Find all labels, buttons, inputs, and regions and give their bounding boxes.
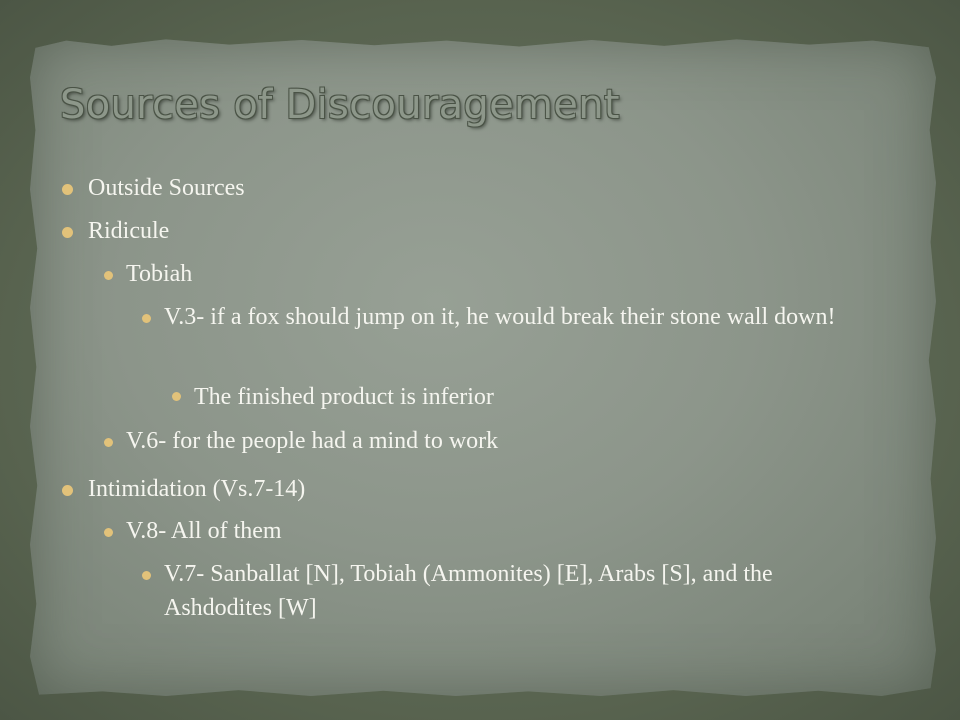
bullet-text: The finished product is inferior bbox=[194, 384, 494, 410]
bullet-dot-icon bbox=[104, 438, 113, 447]
bullet-item bbox=[164, 557, 864, 625]
bullet-text: Tobiah bbox=[126, 261, 193, 287]
slide-title: Sources of Discouragement bbox=[60, 82, 620, 128]
bullet-item bbox=[88, 472, 305, 506]
bullet-item bbox=[194, 380, 494, 414]
bullet-text: Intimidation (Vs.7-14) bbox=[88, 476, 306, 502]
bullet-dot-icon bbox=[172, 392, 181, 401]
bullet-dot-icon bbox=[142, 314, 151, 323]
bullet-dot-icon bbox=[142, 571, 151, 580]
bullet-item bbox=[126, 514, 282, 548]
bullet-item bbox=[126, 257, 192, 291]
bullet-item bbox=[88, 171, 245, 205]
bullet-dot-icon bbox=[104, 271, 113, 280]
bullet-dot-icon bbox=[62, 485, 73, 496]
bullet-item bbox=[164, 300, 854, 334]
bullet-item bbox=[126, 424, 498, 458]
bullet-text: V.6- for the people had a mind to work bbox=[126, 428, 499, 454]
bullet-text: V.3- if a fox should jump on it, he would break their stone wall down! bbox=[164, 304, 836, 330]
bullet-text: Ridicule bbox=[88, 218, 170, 244]
bullet-item bbox=[88, 214, 169, 248]
bullet-dot-icon bbox=[62, 227, 73, 238]
bullet-text: V.7- Sanballat [N], Tobiah (Ammonites) [E], Arabs [S], and the Ashdodites [W] bbox=[164, 561, 773, 621]
bullet-dot-icon bbox=[104, 528, 113, 537]
bullet-text: V.8- All of them bbox=[126, 518, 282, 544]
bullet-text: Outside Sources bbox=[88, 175, 245, 201]
bullet-dot-icon bbox=[62, 184, 73, 195]
